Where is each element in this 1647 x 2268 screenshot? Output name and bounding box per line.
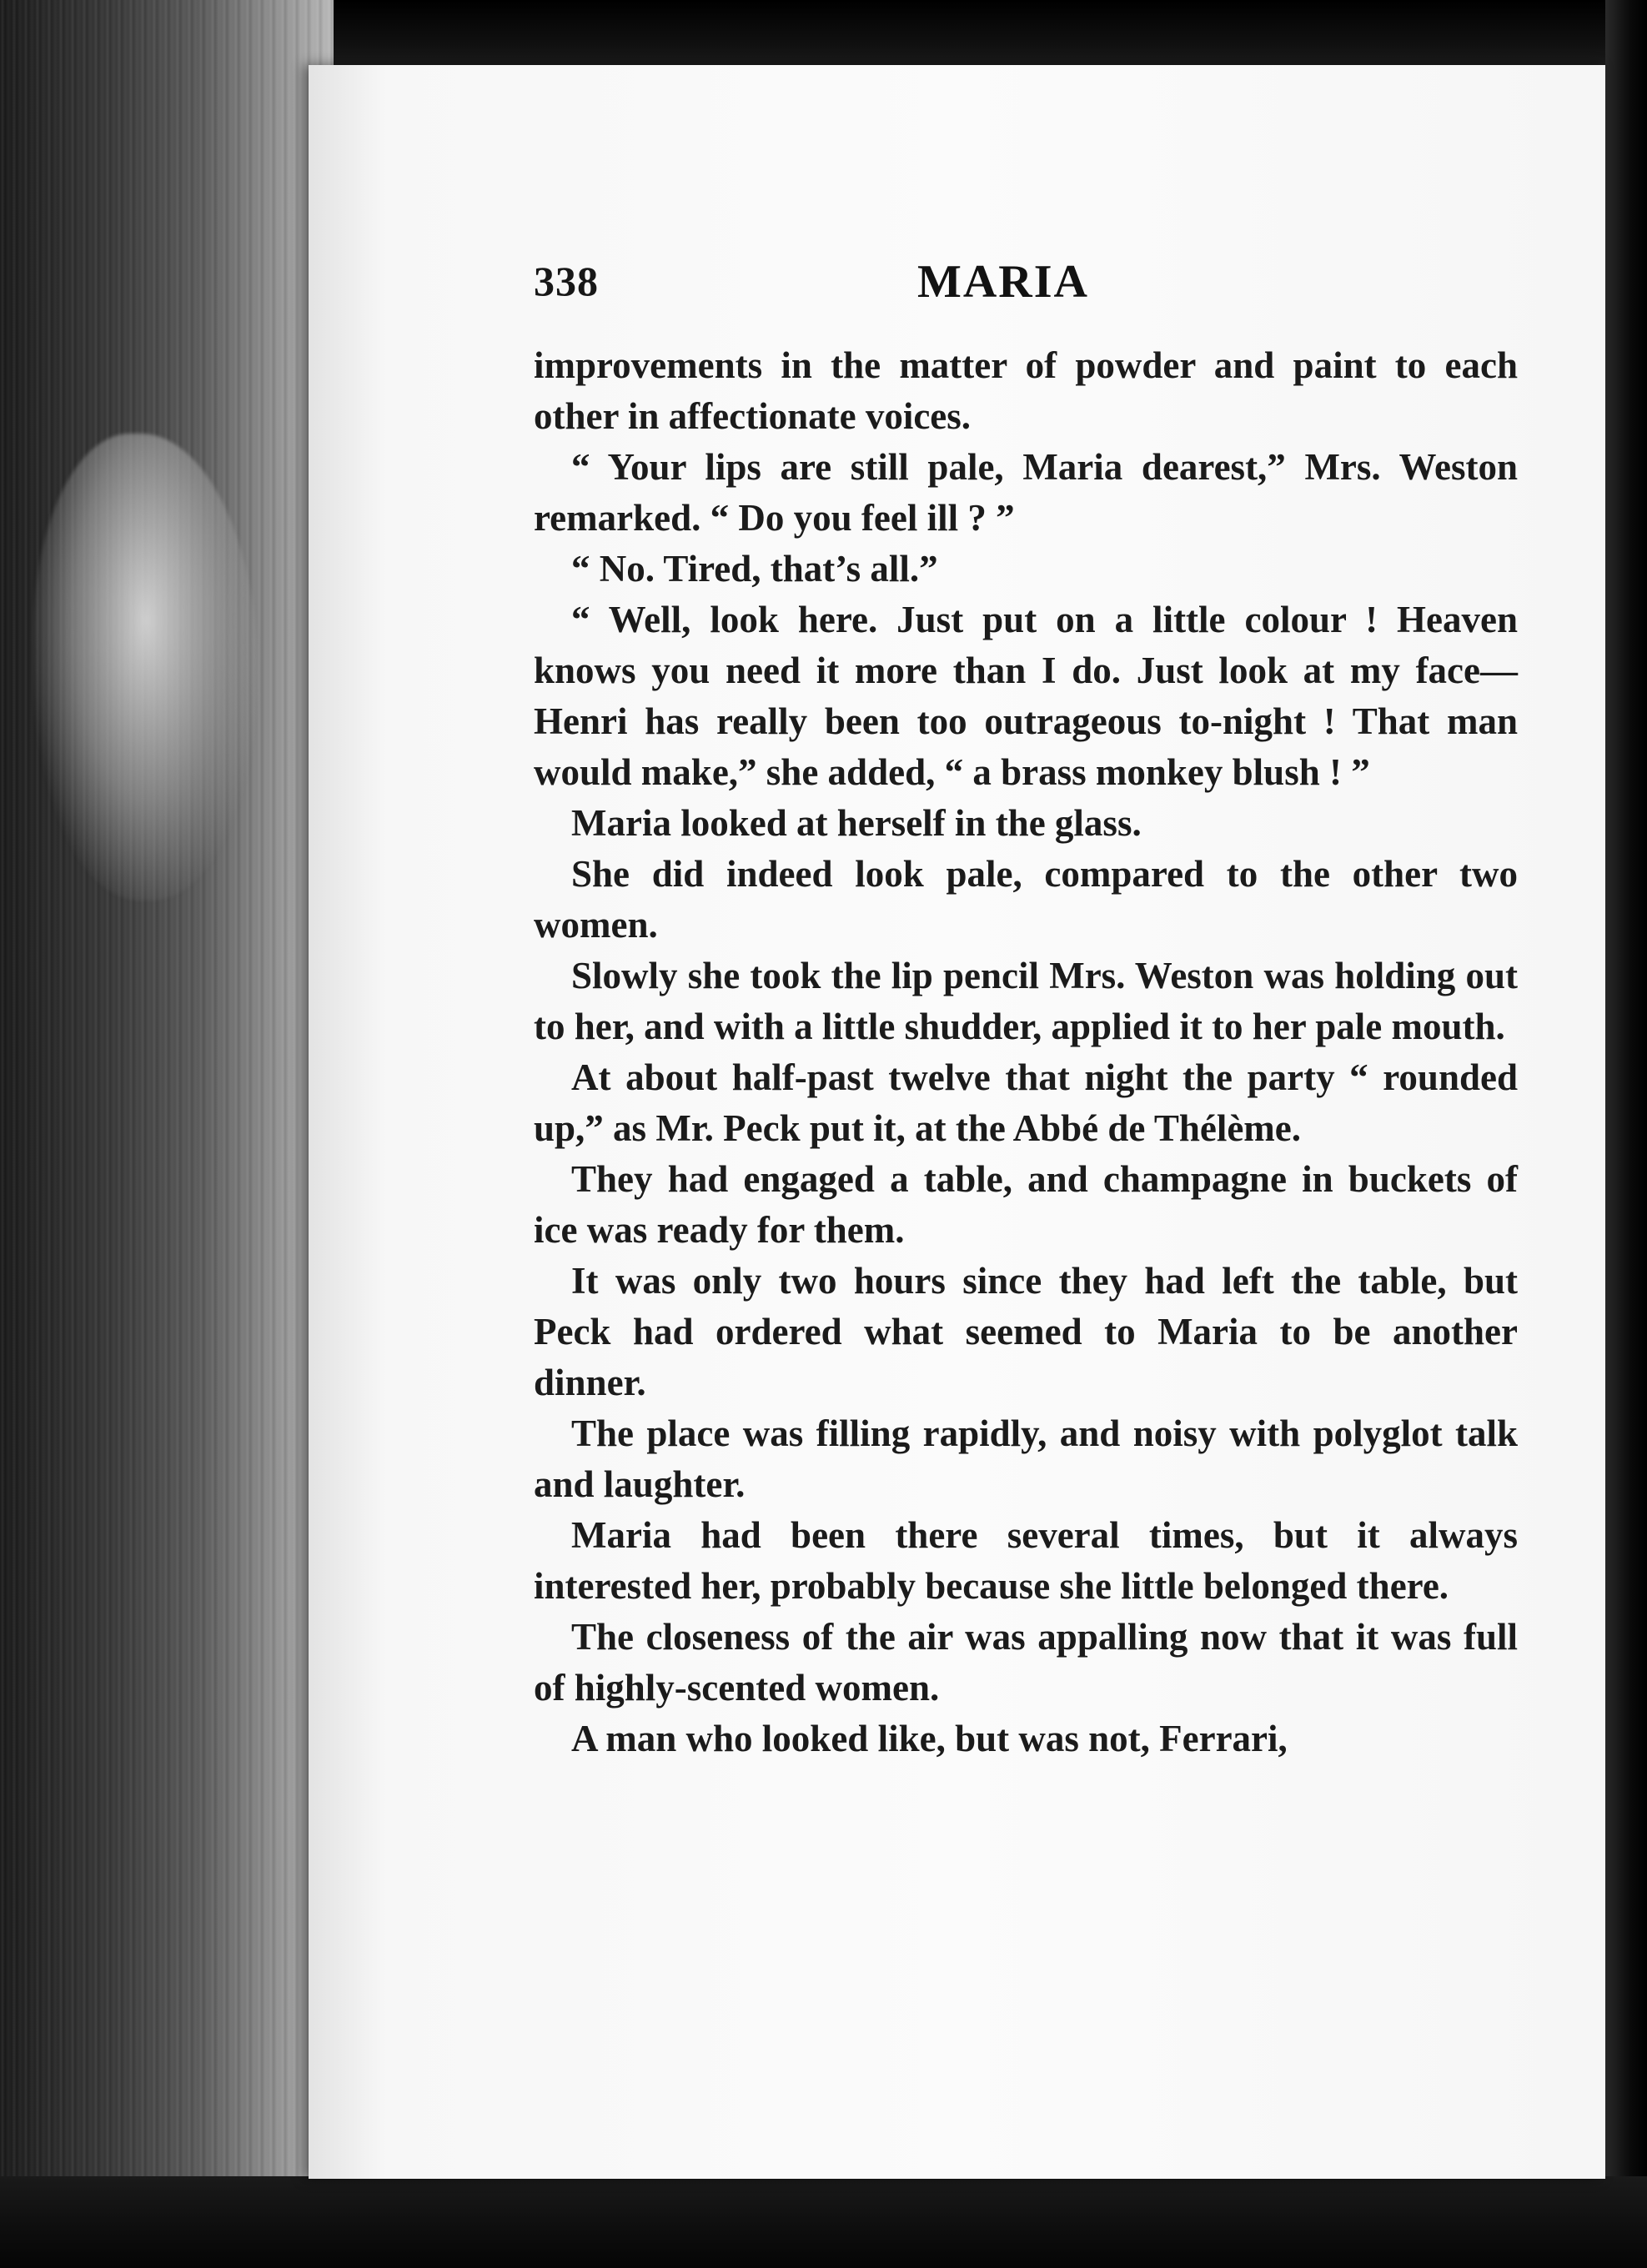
page-number: 338 [534,258,599,304]
paragraph-9: They had engaged a table, and champagne in buckets of ice was ready for them. [534,1158,1518,1251]
paragraph-6: She did indeed look pale, compared to the other two women. [534,853,1518,946]
film-border-right [1605,0,1647,2268]
paragraph-14: A man who looked like, but was not, Ferrari, [571,1718,1288,1759]
paragraph-12: Maria had been there several times, but it always interested her, probably because she little belonged there. [534,1514,1518,1607]
paragraph-3: “ No. Tired, that’s all.” [571,548,938,590]
paragraph-4: “ Well, look here. Just put on a little colour ! Heaven knows you need it more than I do. Just look at my face—Henri has really been too outrageous to-night ! That man would make,” she added, “ a brass monkey blush ! ” [534,599,1518,793]
running-head [534,257,1518,332]
paragraph-8: At about half-past twelve that night the party “ rounded up,” as Mr. Peck put it, at the Abbé de Thélème. [534,1056,1518,1149]
paragraph-1: improvements in the matter of powder and paint to each other in affectionate voices. [534,344,1518,437]
film-border-left [0,0,334,2268]
paragraph-7: Slowly she took the lip pencil Mrs. Weston was holding out to her, and with a little shudder, applied it to her pale mouth. [534,955,1518,1047]
paragraph-2: “ Your lips are still pale, Maria dearest,” Mrs. Weston remarked. “ Do you feel ill ? ” [534,446,1518,539]
paragraph-11: The place was filling rapidly, and noisy with polyglot talk and laughter. [534,1412,1518,1505]
book-page [309,65,1605,2179]
body-text [534,340,1518,1764]
paragraph-13: The closeness of the air was appalling now that it was full of highly-scented women. [534,1616,1518,1709]
running-title: MARIA [917,256,1089,308]
paragraph-10: It was only two hours since they had left the table, but Peck had ordered what seemed to Maria to be another dinner. [534,1260,1518,1403]
film-border-bottom [0,2176,1647,2268]
paragraph-5: Maria looked at herself in the glass. [571,802,1142,844]
